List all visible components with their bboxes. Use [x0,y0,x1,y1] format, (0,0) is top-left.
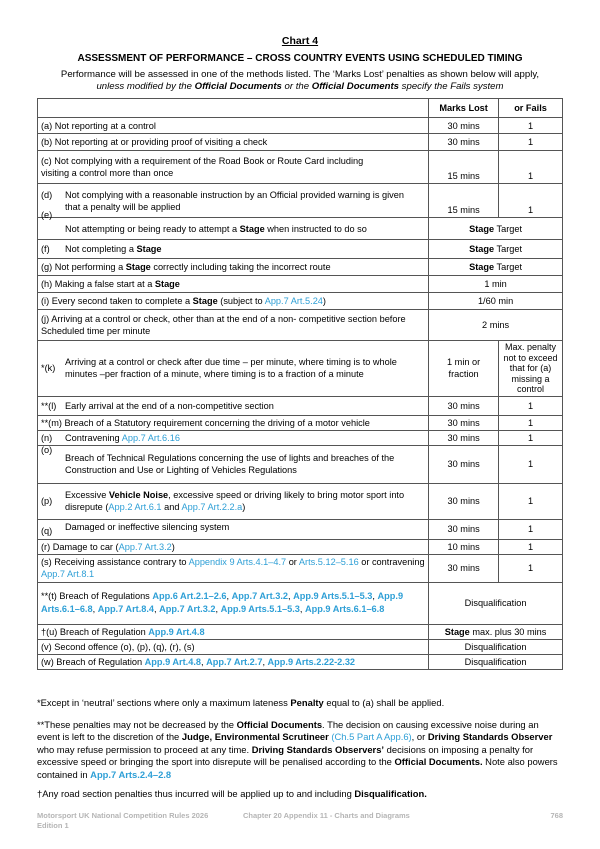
table-row [38,519,563,539]
page-footer [37,811,563,831]
row-text: **(t) Breach of Regulations App.6 Art.2.1–2.6, App.7 Art.3.2, App.9 Arts.5.1–5.3, App.9 Arts.6.1–6.8, App.7 Art.8.4, App.7 Art.3.2, App.9 Arts.5.1–5.3, App.9 Arts.6.1–6.8 [38,582,429,624]
row-marks: 30 mins [429,118,499,134]
table-row [38,582,563,624]
row-text: (b) Not reporting at or providing proof of visiting a check [38,134,429,151]
row-penalty: Stage Target [429,218,563,240]
row-fails: 1 [499,396,563,415]
row-fails: Max. penalty not to exceed that for (a) missing a control [499,341,563,397]
table-row [38,184,563,218]
row-penalty: Disqualification [429,639,563,654]
table-row [38,118,563,134]
row-marks: 15 mins [429,184,499,218]
row-text: (j) Arriving at a control or check, other than at the end of a non- competitive section before Scheduled time per minute [38,310,429,341]
table-row [38,554,563,582]
row-fails: 1 [499,118,563,134]
row-text: (r) Damage to car (App.7 Art.3.2) [38,539,429,554]
row-marks: 30 mins [429,483,499,519]
row-text: **(l) Early arrival at the end of a non-competitive section [38,396,429,415]
row-marks: 10 mins [429,539,499,554]
row-fails: 1 [499,151,563,184]
row-fails: 1 [499,539,563,554]
table-row [38,341,563,397]
row-penalty: 1/60 min [429,293,563,310]
footer-chapter: Chapter 20 Appendix 11 - Charts and Diagrams [243,811,410,820]
col-or-fails: or Fails [499,99,563,118]
row-marks: 15 mins [429,151,499,184]
row-marks: 1 min or fraction [429,341,499,397]
table-row [38,134,563,151]
row-fails: 1 [499,445,563,483]
footer-edition: Edition 1 [37,821,69,830]
table-row [38,483,563,519]
row-penalty: Disqualification [429,654,563,669]
row-marks: 30 mins [429,519,499,539]
row-text: (a) Not reporting at a control [38,118,429,134]
note-3: †Any road section penalties thus incurred will be applied up to and including Disqualification. [37,788,427,799]
table-row [38,240,563,259]
row-fails: 1 [499,184,563,218]
row-penalty: 2 mins [429,310,563,341]
row-text: (s) Receiving assistance contrary to Appendix 9 Arts.4.1–4.7 or Arts.5.12–5.16 or contravening App.7 Art.8.1 [38,554,429,582]
row-text: **(m) Breach of a Statutory requirement concerning the driving of a motor vehicle [38,415,429,430]
table-row [38,539,563,554]
row-text: (p) Excessive Vehicle Noise, excessive speed or driving likely to bring motor sport into disrepute (App.2 Art.6.1 and App.7 Art.2.2.a) [38,483,429,519]
row-text: (o) Breach of Technical Regulations concerning the use of lights and breaches of the Construction and Use or Lighting of Vehicles Regulations [38,445,429,483]
row-text: (w) Breach of Regulation App.9 Art.4.8, App.7 Art.2.7, App.9 Arts.2.22-2.32 [38,654,429,669]
table-row [38,151,563,184]
table-row [38,415,563,430]
row-marks: 30 mins [429,396,499,415]
note-2: **These penalties may not be decreased by the Official Documents. The decision on causing excessive noise during an event is left to the discretion of the Judge, Environmental Scrutineer (Ch.5 Part A App.6), or Driving Standards Observer who may refuse permission to proceed at any time. Driving Standards Observers’ decisions on imposing a penalty for excessive speed or bringing the sport into disrepute will be penalised according to the Official Documents. Note also powers contained in App.7 Arts.2.4–2.8 [37,719,558,780]
row-fails: 1 [499,519,563,539]
row-text: (c) Not complying with a requirement of the Road Book or Route Card including visiting a control more than once [38,151,429,184]
table-row [38,310,563,341]
row-text: †(u) Breach of Regulation App.9 Art.4.8 [38,624,429,639]
table-row [38,624,563,639]
row-fails: 1 [499,554,563,582]
row-text: (v) Second offence (o), (p), (q), (r), (s) [38,639,429,654]
footer-title: Motorsport UK National Competition Rules 2026 [37,811,209,820]
note-1: *Except in ‘neutral’ sections where only a maximum lateness Penalty equal to (a) shall be applied. [37,697,445,708]
row-marks: 30 mins [429,134,499,151]
row-penalty: Stage Target [429,259,563,276]
row-penalty: Stage Target [429,240,563,259]
table-row [38,654,563,669]
row-text: (q) Damaged or ineffective silencing system [38,519,429,539]
page-heading: ASSESSMENT OF PERFORMANCE – CROSS COUNTRY EVENTS USING SCHEDULED TIMING [77,53,523,64]
intro-text [37,69,563,93]
table-row [38,259,563,276]
row-text: (g) Not performing a Stage correctly including taking the incorrect route [38,259,429,276]
table-row [38,430,563,445]
row-fails: 1 [499,415,563,430]
chart-label: Chart 4 [281,35,319,47]
row-text: (h) Making a false start at a Stage [38,276,429,293]
row-fails: 1 [499,483,563,519]
row-fails: 1 [499,134,563,151]
row-penalty: 1 min [429,276,563,293]
row-marks: 30 mins [429,445,499,483]
row-marks: 30 mins [429,430,499,445]
row-text: (n) Contravening App.7 Art.6.16 [38,430,429,445]
table-header [38,99,563,118]
row-text: (i) Every second taken to complete a Stage (subject to App.7 Art.5.24) [38,293,429,310]
row-text: (e) Not attempting or being ready to attempt a Stage when instructed to do so [38,218,429,240]
row-penalty: Disqualification [429,582,563,624]
intro-line-2: unless modified by the Official Documents or the Official Documents specify the Fails system [96,81,504,92]
penalty-table [37,98,563,670]
row-fails: 1 [499,430,563,445]
row-marks: 30 mins [429,415,499,430]
col-marks-lost: Marks Lost [429,99,499,118]
page-number: 768 [550,811,563,820]
table-row [38,445,563,483]
table-row [38,218,563,240]
row-text: (d) Not complying with a reasonable instruction by an Official provided warning is given that a penalty will be applied [38,184,429,218]
row-penalty: Stage max. plus 30 mins [429,624,563,639]
row-marks: 30 mins [429,554,499,582]
row-text: (f) Not completing a Stage [38,240,429,259]
table-row [38,276,563,293]
table-row [38,639,563,654]
table-row [38,396,563,415]
row-text: *(k) Arriving at a control or check after due time – per minute, where timing is to whole minutes –per fraction of a minute, where timing is to a fraction of a minute [38,341,429,397]
intro-line-1: Performance will be assessed in one of the methods listed. The ‘Marks Lost’ penalties as shown below will apply, [60,69,540,80]
table-row [38,293,563,310]
